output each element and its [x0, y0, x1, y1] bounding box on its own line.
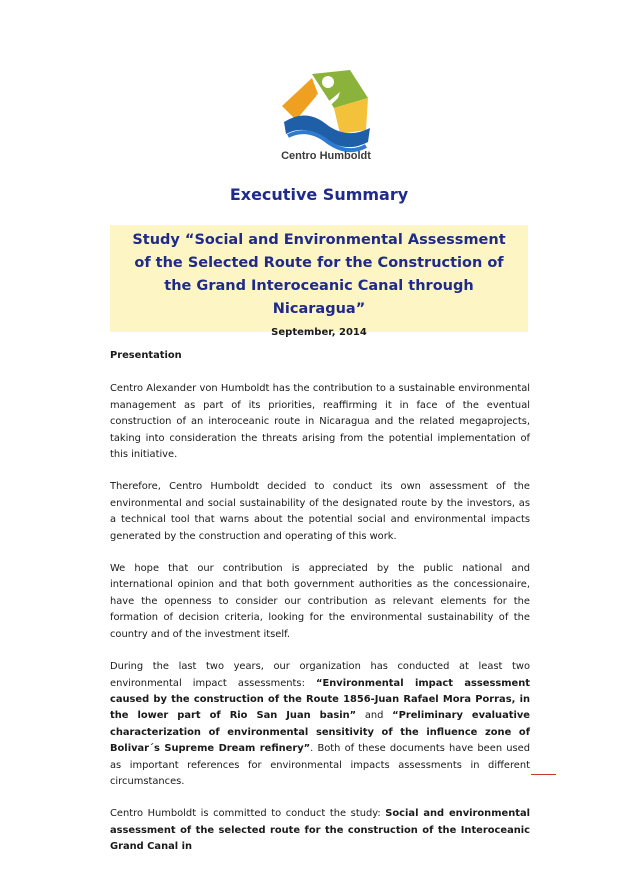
- study-title: Study “Social and Environmental Assessment of the Selected Route for the Construction of the Grand Interoceanic Canal through Nicaragua”: [132, 232, 506, 317]
- paragraph-5-bold-b: Social and environmental assessment of the selected route for the construction of the Interoceanic Grand Canal in: [110, 808, 530, 853]
- paragraph-5: [110, 806, 530, 855]
- paragraph-3: We hope that our contribution is appreciated by the public national and international opinion and that both government authorities as the concessionaire, have the openness to consider our contribution as relevant elements for the formation of decision criteria, looking for the environmental sustainability of the country and of the investment itself.: [110, 563, 530, 640]
- study-date: September, 2014: [271, 327, 367, 338]
- presentation-heading: Presentation: [110, 350, 182, 361]
- logo-text: Centro Humboldt: [281, 150, 371, 162]
- paragraph-4-text-c: and: [356, 710, 393, 722]
- logo-orange-shape: [282, 78, 318, 120]
- presentation-section: [110, 348, 530, 872]
- paragraph-4-text-e: . Both of these documents have been used as important references for environmental impacts assessments in different circumstances.: [110, 743, 530, 787]
- logo-figure-head: [322, 76, 334, 88]
- paragraph-4-text-a: During the last two years, our organization has conducted at least two environmental impact assessments:: [110, 661, 530, 689]
- paragraph-4: [110, 659, 530, 790]
- page-footer-rule: [531, 774, 556, 775]
- paragraph-2: Therefore, Centro Humboldt decided to conduct its own assessment of the environmental and social sustainability of the designated route by the investors, as a technical tool that warns about the potential social and environmental impacts generated by the construction and operating of this work.: [110, 481, 530, 542]
- paragraph-1: Centro Alexander von Humboldt has the contribution to a sustainable environmental management as part of its priorities, reaffirming it in face of the eventual construction of an interoceanic route in Nicaragua and the related megaprojects, taking into consideration the threats arising from the potential implementation of this initiative.: [110, 383, 530, 461]
- executive-summary-title: Executive Summary: [229, 185, 409, 204]
- paragraph-4-bold-d: “Preliminary evaluative characterization of environmental sensitivity of the influence zone of Bolivar´s Supreme Dream refinery”: [110, 710, 530, 755]
- paragraph-4-bold-b: “Environmental impact assessment caused by the construction of the Route 1856-Juan Rafael Mora Porras, in the lower part of Rio San Juan basin”: [110, 677, 530, 722]
- paragraph-5-text-a: Centro Humboldt is committed to conduct the study:: [110, 808, 386, 820]
- study-title-box: [110, 225, 528, 338]
